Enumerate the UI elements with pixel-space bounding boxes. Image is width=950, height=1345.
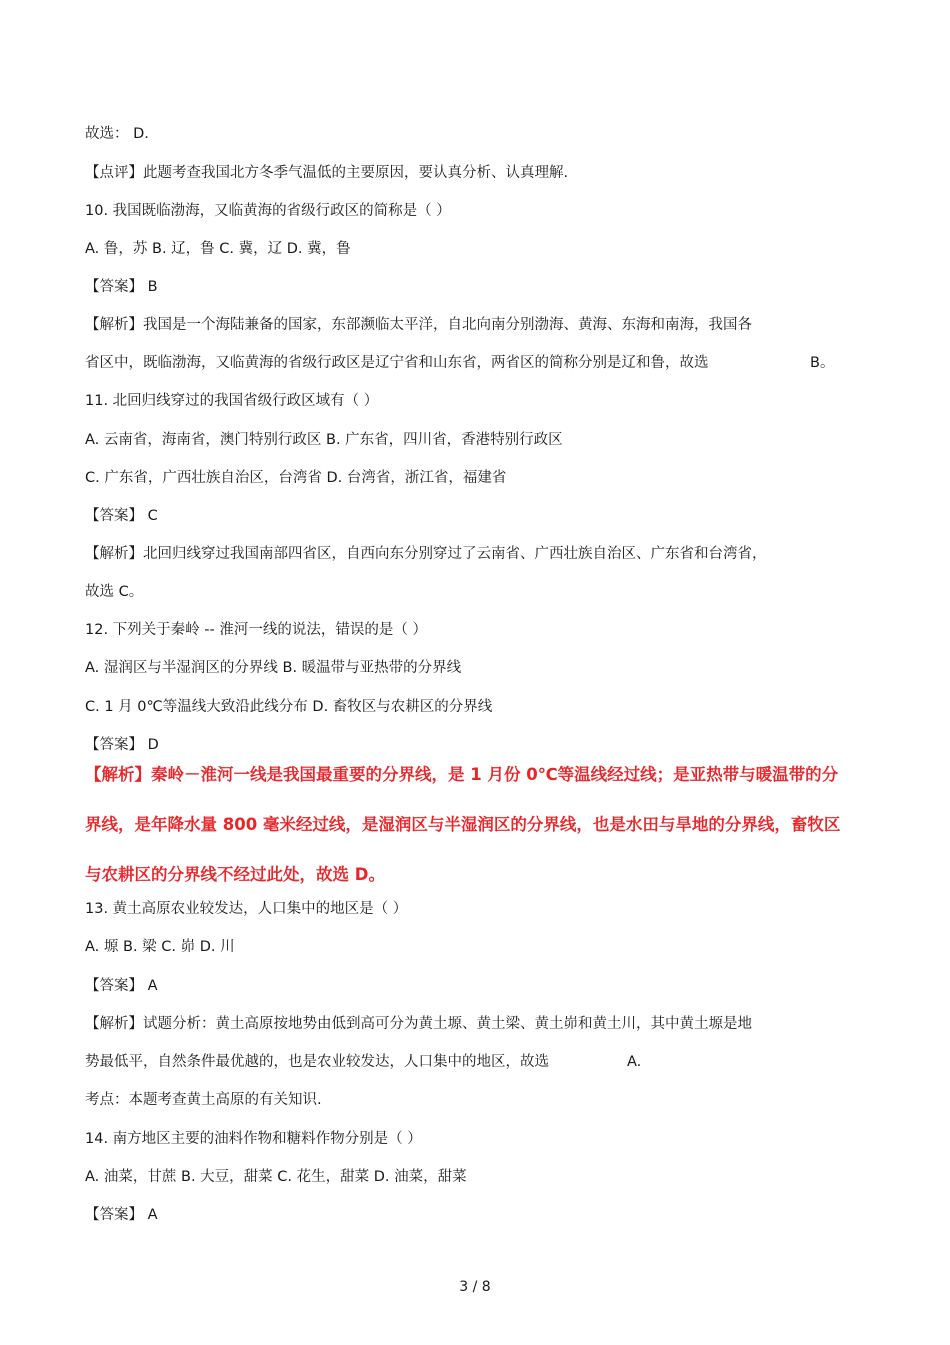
answer-13: 【答案】 A — [85, 978, 158, 994]
question-14: 14. 南方地区主要的油料作物和糖料作物分别是（ ） — [85, 1131, 422, 1147]
analysis-13-cont: 势最低平，自然条件最优越的，也是农业较发达，人口集中的地区，故选 — [85, 1054, 549, 1070]
analysis-11: 【解析】北回归线穿过我国南部四省区，自西向东分别穿过了云南省、广西壮族自治区、广东省和台湾省， — [85, 546, 767, 562]
answer-12: 【答案】 D — [85, 737, 159, 753]
question-11: 11. 北回归线穿过的我国省级行政区域有（ ） — [85, 393, 379, 409]
options-14: A. 油菜，甘蔗 B. 大豆，甜菜 C. 花生，甜菜 D. 油菜，甜菜 — [85, 1169, 467, 1185]
answer-10: 【答案】 B — [85, 279, 158, 295]
text-line: 【点评】此题考查我国北方冬季气温低的主要原因，要认真分析、认真理解. — [85, 165, 569, 181]
options-12-ab: A. 湿润区与半湿润区的分界线 B. 暖温带与亚热带的分界线 — [85, 660, 462, 676]
analysis-12-red-end: 与农耕区的分界线不经过此处，故选 D。 — [85, 865, 385, 884]
question-13: 13. 黄土高原农业较发达，人口集中的地区是（ ） — [85, 901, 408, 917]
options-13: A. 塬 B. 梁 C. 峁 D. 川 — [85, 939, 235, 955]
analysis-10-end: B。 — [810, 355, 835, 371]
analysis-13-end: A. — [627, 1054, 642, 1070]
options-10: A. 鲁，苏 B. 辽，鲁 C. 冀，辽 D. 冀，鲁 — [85, 241, 351, 257]
page-number: 3 / 8 — [459, 1279, 491, 1295]
question-10: 10. 我国既临渤海，又临黄海的省级行政区的简称是（ ） — [85, 203, 451, 219]
analysis-10-cont: 省区中，既临渤海，又临黄海的省级行政区是辽宁省和山东省，两省区的简称分别是辽和鲁，故选 — [85, 355, 709, 371]
answer-11: 【答案】 C — [85, 508, 158, 524]
answer-14: 【答案】 A — [85, 1207, 158, 1223]
analysis-11-end: 故选 C。 — [85, 584, 144, 600]
question-12: 12. 下列关于秦岭 -- 淮河一线的说法，错误的是（ ） — [85, 622, 427, 638]
text-line: 故选： D. — [85, 126, 149, 142]
analysis-12-red: 【解析】秦岭－淮河一线是我国最重要的分界线，是 1 月份 0℃等温线经过线；是亚热带与暖温带的分 — [85, 765, 839, 784]
options-12-cd: C. 1 月 0℃等温线大致沿此线分布 D. 畜牧区与农耕区的分界线 — [85, 699, 493, 715]
analysis-10: 【解析】我国是一个海陆兼备的国家，东部濒临太平洋，自北向南分别渤海、黄海、东海和南海，我国各 — [85, 317, 752, 333]
options-11-cd: C. 广东省，广西壮族自治区，台湾省 D. 台湾省，浙江省，福建省 — [85, 470, 507, 486]
options-11-ab: A. 云南省，海南省，澳门特别行政区 B. 广东省，四川省，香港特别行政区 — [85, 432, 563, 448]
kaodian-13: 考点：本题考查黄土高原的有关知识. — [85, 1092, 322, 1108]
analysis-13: 【解析】试题分析：黄土高原按地势由低到高可分为黄土塬、黄土梁、黄土峁和黄土川，其中黄土塬是地 — [85, 1016, 752, 1032]
analysis-12-red-cont: 界线，是年降水量 800 毫米经过线，是湿润区与半湿润区的分界线，也是水田与旱地的分界线，畜牧区 — [85, 815, 841, 834]
